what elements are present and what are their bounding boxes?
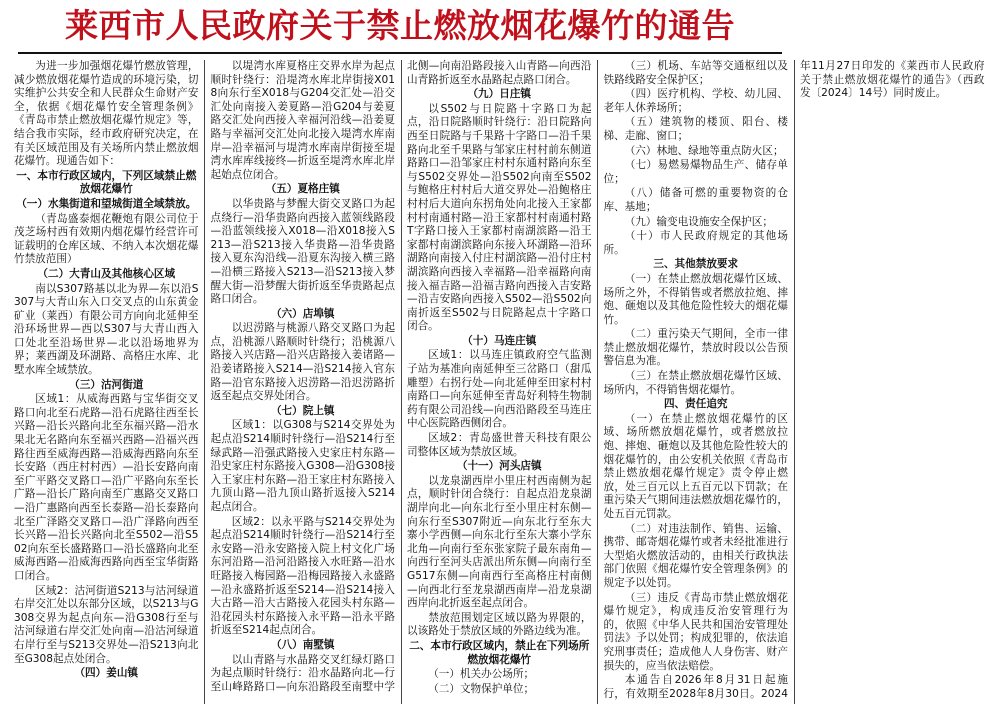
section3-item: （一）在禁止燃放烟花爆竹区域、场所之外，不得销售或者燃放拉炮、摔炮、砸炮以及其他危险性较大的烟花爆竹。	[603, 272, 788, 326]
section3-items	[604, 273, 789, 397]
zone-text: 区域1：从威海西路与宝华街交叉路口向北至石虎路—沿石虎路往西至长兴路—沿长兴路向北至东福兴路—沿水果北无名路向东至福兴西路—沿福兴西路往西至威海西路—沿威海西路向东至长安路（西庄村村西）—沿长安路向南至广平路交叉路口—沿广平路向东至长广路—沿长广路向南至广惠路交叉路口—沿广惠路向西至长泰路—沿长泰路向北至广泽路交叉路口—沿广泽路向西至长兴路—沿长兴路向北至S502—沿S502向东至长盛路路口—沿长盛路向北至威海西路—沿威海西路向西至宝华街路口闭合。	[14, 393, 199, 582]
notice-body	[14, 60, 985, 704]
zone-text: 以山青路与水晶路交叉红绿灯路口为起点顺时针绕行：沿水晶路向北—行至山峰路路口—向东沿路段至南墅中学北侧—向南沿路段接入山青路—向西沿山青路折返至水晶路起点路口闭合。	[210, 60, 592, 693]
title-divider	[18, 52, 782, 54]
section2-item: （一）机关办公场所；	[428, 668, 535, 681]
section1-heading: 一、本市行政区域内，下列区域禁止燃放烟花爆竹	[16, 169, 197, 196]
zone-text: 区域2：青岛盛世普天科技有限公司整体区域为禁放区域。	[407, 432, 592, 458]
section4-items	[604, 413, 789, 673]
zone-text: 区域2：沽河街道S213与沽河绿道右岸交汇处以东部分区域，以S213与G308交界为起点向东—沿G308行至与沽河绿道右岸交汇处向南—沿沽河绿道右岸行至与S213交界处—沿S213向北至G308起点处闭合。	[14, 584, 199, 665]
zone-title: （二）大青山及其他核心区域	[37, 267, 176, 280]
intro-paragraph: 为进一步加强烟花爆竹燃放管理，减少燃放烟花爆竹造成的环境污染，切实维护公共安全和人民群众生命财产安全，依据《烟花爆竹安全管理条例》《青岛市禁止燃放烟花爆竹规定》等，结合我市实际，经市政府研究决定，在有关区域范围及有关场所内禁止燃放烟花爆竹。现通告如下：	[14, 60, 199, 168]
zone-title: （十）马连庄镇	[462, 334, 537, 347]
zone-title: （六）店埠镇	[270, 307, 335, 320]
zone-text: 以迟涝路与桃源八路交叉路口为起点，沿桃源八路顺时针绕行；沿桃源八路接入兴店路—沿兴店路接入姜诸路—沿姜诸路接入S214—沿S214接入官东路—沿官东路接入迟涝路—沿迟涝路折返至起点交界处闭合。	[210, 322, 395, 403]
section4-item: （二）对违法制作、销售、运输、携带、邮寄烟花爆竹或者未经批准进行大型焰火燃放活动的，由相关行政执法部门依照《烟花爆竹安全管理条例》的规定予以处罚。	[603, 522, 788, 589]
zone-text: 以堤湾水库夏格庄交界水岸为起点顺时针绕行：沿堤湾水库北岸街接X018向东行至X018与G204交汇处—沿交汇处向南接入姜夏路—沿G204与姜夏路交汇处向西接入幸福河沿线—沿姜夏路与幸福河交汇处向北接入堤湾水库南岸—沿幸福河与堤湾水库南岸街接至堤湾水库库线接终—折返至堤湾水库北岸起始点位闭合。	[210, 60, 395, 181]
section4-item: （一）在禁止燃放烟花爆竹的区域、场所燃放烟花爆竹，或者燃放拉炮、摔炮、砸炮以及其他危险性较大的烟花爆竹的，由公安机关依照《青岛市禁止燃放烟花爆竹规定》责令停止燃放，处三百元以上五百元以下罚款；在重污染天气期间违法燃放烟花爆竹的，处五百元罚款。	[603, 412, 788, 520]
zone-title: （十一）河头店镇	[456, 460, 542, 473]
section2-heading: 二、本市行政区域内，禁止在下列场所燃放烟花爆竹	[409, 639, 590, 666]
section2-item: （四）医疗机构、学校、幼儿园、老年人休养场所；	[603, 88, 788, 114]
section3-item: （二）重污染天气期间，全市一律禁止燃放烟花爆竹，禁放时段以公告预警信息为准。	[603, 328, 788, 368]
zone-text: 以龙泉湖西岸小里庄村西南侧为起点，顺时针闭合绕行：自起点沿龙泉湖湖岸向北—向东北行至小里庄村东侧—向东行至S307附近—向东北行至东大寨小学西侧—向东北行至东大寨小学东北角—向南行至东张家院子最东南角—向西行至河头店派出所东侧—向南行至G517东侧—向南西行至高格庄村南侧—向西北行至龙泉湖西南岸—沿龙泉湖西岸向北折返至起点闭合。	[407, 474, 592, 610]
section3-heading: 三、其他禁放要求	[653, 258, 739, 271]
zone-text: 以华贵路与梦醒大街交叉路口为起点绕行—沿华贵路向西接入蓝领线路段—沿蓝领线接入X018—沿X018接入S213—沿S213接入华贵路—沿华贵路接入夏东沟沿线—沿夏东沟接入横三路—沿横三路接入S213—沿S213接入梦醒大街—沿梦醒大街折返至华贵路起点路口闭合。	[210, 197, 395, 306]
zone-title: （七）院上镇	[270, 404, 335, 417]
zone-text: 南以S307路基以北为界—东以沿S307与大青山东入口交叉点的山东黄金矿业（莱西）有限公司方向向北延伸至沿环场世界—西以S307与大青山西入口处北至沿场世界—北以沿场地界为界；莱西湖及环湖路、高格庄水库、北墅水库全域禁放。	[14, 282, 199, 377]
zone-title: （八）南墅镇	[270, 638, 335, 651]
section2-item: （二）文物保护单位；	[428, 682, 535, 695]
zone-title: （一）水集街道和望城街道全域禁放。	[16, 197, 197, 210]
zone-text: 区域2：以永平路与S214交界处为起点沿S214顺时针绕行—沿S214行至永安路—沿永安路接入院上村文化广场东河沿路—沿河沿路接入水旺路—沿水旺路接入梅园路—沿梅园路接入永盛路—沿永盛路折返至S214—沿S214接入大古路—沿大古路接入花园头村东路—沿花园头村东路接入永平路—沿永平路折返至S214起点闭合。	[210, 515, 395, 637]
closing-paragraph: 本通告自2026年8月31日起施行，有效期至2028年8月30日。2024年11月27日印发的《莱西市人民政府关于禁止燃放烟花爆竹的通告》（西政发〔2024〕14号）同时废止。	[603, 60, 985, 700]
notice-title: 莱西市人民政府关于禁止燃放烟花爆竹的通告	[65, 5, 735, 45]
section4-item: （三）违反《青岛市禁止燃放烟花爆竹规定》，构成违反治安管理行为的，依照《中华人民共和国治安管理处罚法》予以处罚；构成犯罪的，依法追究刑事责任；造成他人人身伤害、财产损失的，应当依法赔偿。	[603, 591, 788, 672]
section2-item: （五）建筑物的楼顶、阳台、楼梯、走廊、窗口；	[603, 116, 788, 142]
section2-item: （七）易燃易爆物品生产、储存单位；	[603, 159, 788, 185]
zone-title: （五）夏格庄镇	[265, 183, 340, 196]
section4-heading: 四、责任追究	[663, 398, 728, 411]
zone-text: 区域1：以马连庄镇政府空气监测子站为基准向南延伸至三岔路口（甜瓜雕塑）右拐行处—向北延伸至田家村村南路口—向东延伸至青岛好利特生物制药有限公司沿线—向西沿路段至马连庄中心医院路西侧闭合。	[407, 349, 592, 430]
zone-text: 以S502与日院路十字路口为起点，沿日院路顺时针绕行：沿日院路向西至日院路与千果路十字路口—沿千果路向北至千果路与邹家庄村村前东侧道路路口—沿邹家庄村村东通村路向东至与S502交界处—沿S502向南至S502与鲍格庄村村后大道交界处—沿鲍格庄村村后大道向东拐角处向北接入王家都村村南通村路—沿王家都村村南通村路T字路口接入王家都村南湖滨路—沿王家都村南湖滨路向东接入环湖路—沿环湖路向南接入付庄村湖滨路—沿付庄村湖滨路向西接入幸福路—沿幸福路向南接入福吉路—沿福吉路向西接入吉安路—沿吉安路向西接入S502—沿S502向南折返至S502与日院路起点十字路口闭合。	[407, 102, 592, 333]
section2-item: （八）储备可燃的重要物资的仓库、基地；	[603, 187, 788, 213]
zone-title: （三）沽河街道	[69, 378, 144, 391]
section2-item: （九）输变电设施安全保护区；	[624, 215, 773, 228]
zone-title: （四）姜山镇	[74, 667, 139, 680]
section2-item: （三）机场、车站等交通枢纽以及铁路线路安全保护区；	[603, 60, 788, 86]
section2-item: （六）林地、绿地等重点防火区；	[624, 144, 784, 157]
zone-title: （九）日庄镇	[467, 88, 532, 101]
zone-text: 区域1：以G308与S214交界处为起点沿S214顺时针绕行—沿S214行至绿武路—沿强武路接入史家庄村东路—沿史家庄村东路接入G308—沿G308接入王家庄村东路—沿王家庄村东路接入九顶山路—沿九顶山路折返接入S214起点闭合。	[210, 419, 395, 513]
section2-item: （十）市人民政府规定的其他场所。	[603, 230, 788, 256]
zone-text: （青岛盛泰烟花鞭炮有限公司位于茂芝场村西有效期内烟花爆竹经营许可证载明的仓库区域、不纳入本次烟花爆竹禁放范围）	[14, 212, 199, 266]
section3-item: （三）在禁止燃放烟花爆竹区域、场所内，不得销售烟花爆竹。	[603, 370, 788, 396]
zone-text: 禁放范围划定区域以路为界限的，以该路处于禁放区域的外路边线为准。	[407, 611, 592, 638]
